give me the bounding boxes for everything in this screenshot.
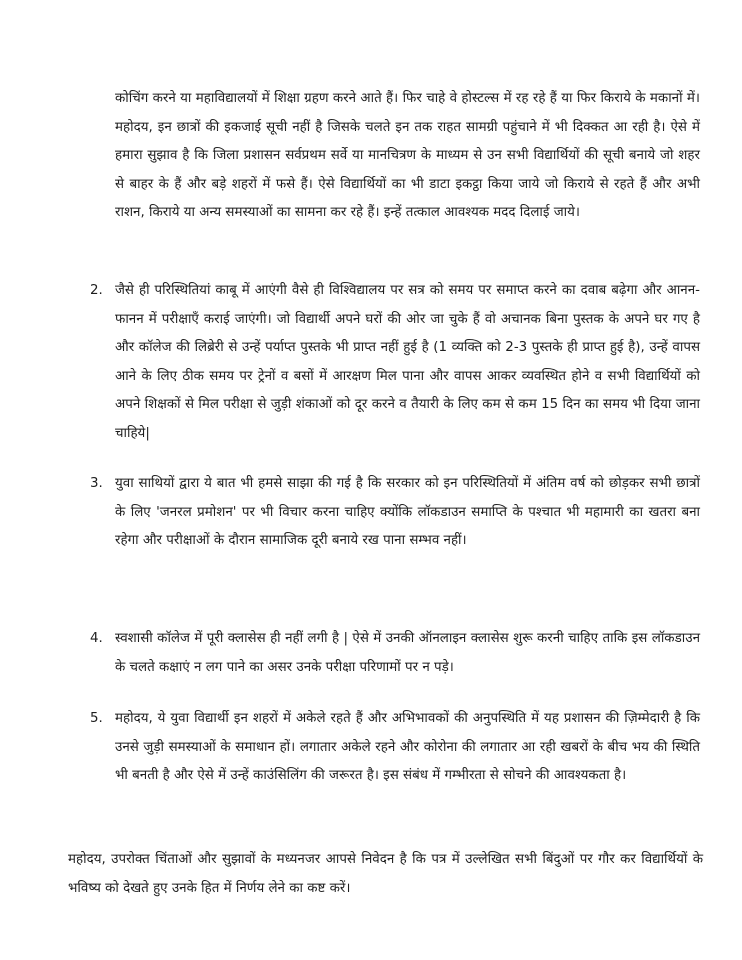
list-item-text: युवा साथियों द्वारा ये बात भी हमसे साझा की गई है कि सरकार को इन परिस्थितियों में अंतिम वर्ष को छोड़कर सभी छात्रों के लिए 'जनरल प्रमोशन' पर भी विचार करना चाहिए क्योंकि लॉकडाउन समाप्ति के पश्चात भी महामारी का खतरा बना रहेगा और परीक्षाओं के दौरान सामाजिक दूरी बनाये रख पाना सम्भव नहीं।	[115, 476, 700, 548]
list-item-number: 4.	[90, 631, 103, 646]
list-item-text: महोदय, ये युवा विद्यार्थी इन शहरों में अकेले रहते हैं और अभिभावकों की अनुपस्थिति में यह प्रशासन की ज़िम्मेदारी है कि उनसे जुड़ी समस्याओं के समाधान हों। लगातार अकेले रहने और कोरोना की लगातार आ रही खबरों के बीच भय की स्थिति भी बनती है और ऐसे में उन्हें काउंसिलिंग की जरूरत है। इस संबंध में गम्भीरता से सोचने की आवश्यकता है।	[115, 711, 700, 783]
list-item	[90, 625, 700, 682]
list-item	[90, 470, 700, 556]
list-item-text: स्वशासी कॉलेज में पूरी क्लासेस ही नहीं लगी है | ऐसे में उनकी ऑनलाइन क्लासेस शुरू करनी चाहिए ताकि इस लॉकडाउन के चलते कक्षाएं न लग पाने का असर उनके परीक्षा परिणामों पर न पड़े।	[115, 631, 700, 675]
closing-paragraph: महोदय, उपरोक्त चिंताओं और सुझावों के मध्यनजर आपसे निवेदन है कि पत्र में उल्लेखित सभी बिंदुओं पर गौर कर विद्यार्थियों के भविष्य को देखते हुए उनके हित में निर्णय लेने का कष्ट करें।	[68, 852, 703, 896]
list-item	[90, 277, 700, 448]
list-item-number: 2.	[90, 283, 103, 298]
list-item	[90, 705, 700, 791]
list-item-number: 5.	[90, 711, 103, 726]
list-item-number: 3.	[90, 476, 103, 491]
intro-paragraph: कोचिंग करने या महाविद्यालयों में शिक्षा ग्रहण करने आते हैं। फिर चाहे वे होस्टल्स में रह रहे हैं या फिर किराये के मकानों में। महोदय, इन छात्रों की इकजाई सूची नहीं है जिसके चलते इन तक राहत सामग्री पहुंचाने में भी दिक्कत आ रही है। ऐसे में हमारा सुझाव है कि जिला प्रशासन सर्वप्रथम सर्वे या मानचित्रण के माध्यम से उन सभी विद्यार्थियों की सूची बनाये जो शहर से बाहर के हैं और बड़े शहरों में फसे हैं। ऐसे विद्यार्थियों का भी डाटा इकट्ठा किया जाये जो किराये से रहते हैं और अभी राशन, किराये या अन्य समस्याओं का सामना कर रहे हैं। इन्हें तत्काल आवश्यक मदद दिलाई जाये।	[115, 91, 700, 220]
list-item-text: जैसे ही परिस्थितियां काबू में आएंगी वैसे ही विश्विद्यालय पर सत्र को समय पर समाप्त करने का दवाब बढ़ेगा और आनन-फानन में परीक्षाएँ कराई जाएंगी। जो विद्यार्थी अपने घरों की ओर जा चुके हैं वो अचानक बिना पुस्तक के अपने घर गए है और कॉलेज की लिब्रेरी से उन्हें पर्याप्त पुस्तके भी प्राप्त नहीं हुई है (1 व्यक्ति को 2-3 पुस्तके ही प्राप्त हुई है), उन्हें वापस आने के लिए ठीक समय पर ट्रेनों व बसों में आरक्षण मिल पाना और वापस आकर व्यवस्थित होने व सभी विद्यार्थियों को अपने शिक्षकों से मिल परीक्षा से जुड़ी शंकाओं को दूर करने व तैयारी के लिए कम से कम 15 दिन का समय भी दिया जाना चाहिये|	[115, 283, 700, 441]
